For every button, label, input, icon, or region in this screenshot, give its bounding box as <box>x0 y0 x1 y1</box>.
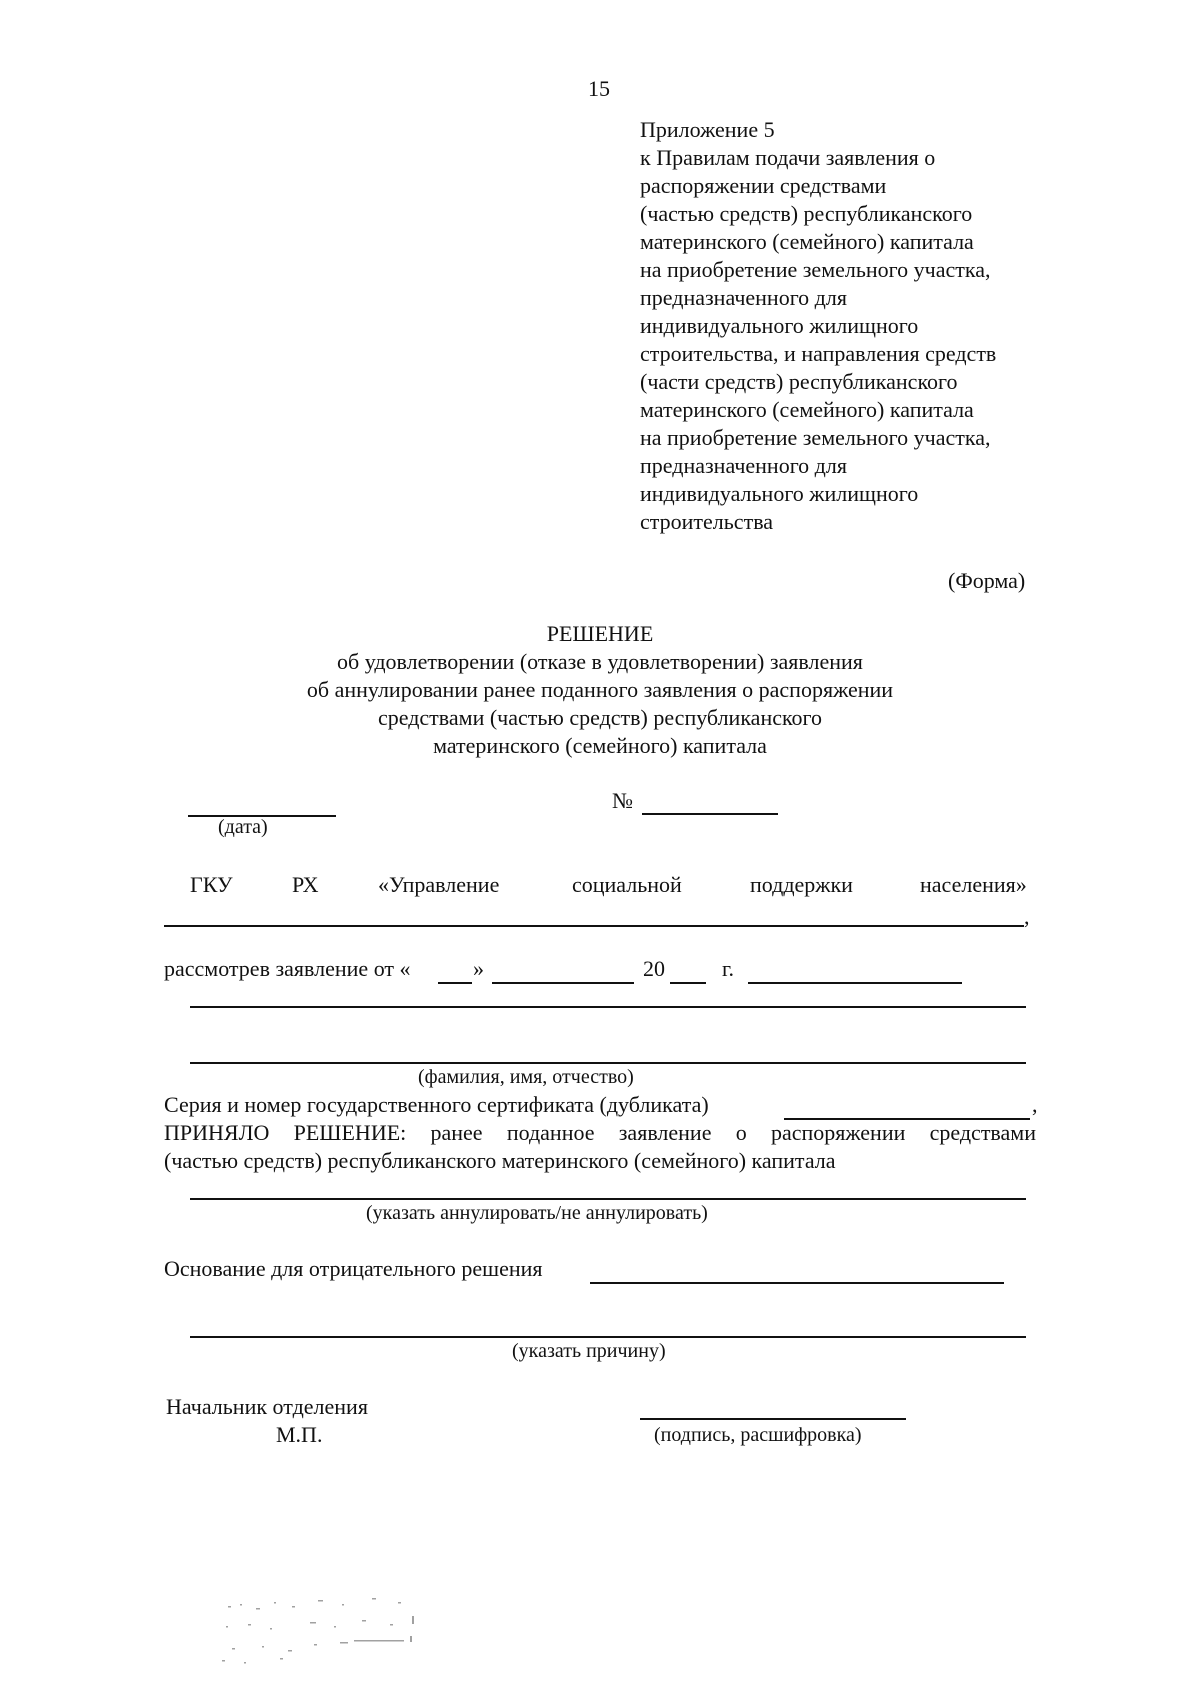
basis-label: Основание для отрицательного решения <box>164 1256 543 1281</box>
title-line: материнского (семейного) капитала <box>433 733 767 758</box>
appendix-line: на приобретение земельного участка, <box>640 257 991 282</box>
page-number: 15 <box>588 76 610 101</box>
reason-caption: (указать причину) <box>512 1340 666 1362</box>
review-year-prefix: 20 <box>643 956 665 981</box>
number-field-line[interactable] <box>642 813 778 815</box>
review-prefix: рассмотрев заявление от « <box>164 956 411 981</box>
appendix-line: материнского (семейного) капитала <box>640 229 974 254</box>
review-year-line[interactable] <box>670 982 706 984</box>
review-day-line[interactable] <box>438 982 472 984</box>
review-month-line[interactable] <box>492 982 634 984</box>
document-title <box>0 620 1200 648</box>
scan-noise-decoration <box>222 1596 432 1666</box>
appendix-line: на приобретение земельного участка, <box>640 425 991 450</box>
appendix-line: строительства <box>640 509 774 534</box>
annul-caption: (указать аннулировать/не аннулировать) <box>366 1202 708 1224</box>
appendix-line: предназначенного для <box>640 453 847 478</box>
title-heading: РЕШЕНИЕ <box>546 621 654 646</box>
signature-caption: (подпись, расшифровка) <box>654 1424 862 1446</box>
decision-line-1: ПРИНЯЛО РЕШЕНИЕ: ранее поданное заявление о распоряжении средствами <box>164 1120 1036 1145</box>
org-word-gku: ГКУ <box>190 872 233 897</box>
fio-line-1[interactable] <box>190 1006 1026 1008</box>
appendix-line: (частью средств) республиканского <box>640 201 973 226</box>
fio-caption: (фамилия, имя, отчество) <box>418 1066 634 1088</box>
appendix-line: предназначенного для <box>640 285 847 310</box>
reason-field-line[interactable] <box>190 1336 1026 1338</box>
form-label: (Форма) <box>948 568 1026 593</box>
certificate-comma: , <box>1032 1092 1038 1117</box>
signature-field-line[interactable] <box>640 1418 906 1420</box>
review-quote-close: » <box>473 956 484 981</box>
appendix-line: строительства, и направления средств <box>640 341 997 366</box>
title-line: об удовлетворении (отказе в удовлетворении) заявления <box>337 649 863 674</box>
decision-line-2: (частью средств) республиканского материнского (семейного) капитала <box>164 1148 836 1173</box>
org-word-rh: РХ <box>292 872 319 897</box>
appendix-line: Приложение 5 <box>640 117 775 142</box>
appendix-line: распоряжении средствами <box>640 173 887 198</box>
org-word-podderzhki: поддержки <box>750 872 853 897</box>
appendix-line: индивидуального жилищного <box>640 481 919 506</box>
date-caption: (дата) <box>218 816 268 838</box>
org-word-socialnoy: социальной <box>572 872 682 897</box>
basis-field-line[interactable] <box>590 1282 1004 1284</box>
title-subtitle <box>0 648 1200 760</box>
org-comma: , <box>1024 904 1030 929</box>
appendix-block <box>640 116 996 536</box>
org-word-naseleniya: населения» <box>920 872 1027 897</box>
review-year-suffix: г. <box>722 956 735 981</box>
org-word-upravlenie: «Управление <box>378 872 500 897</box>
annul-field-line[interactable] <box>190 1198 1026 1200</box>
title-line: средствами (частью средств) республиканского <box>377 705 823 730</box>
org-field-line[interactable] <box>164 925 1024 927</box>
appendix-line: (части средств) республиканского <box>640 369 958 394</box>
stamp-label: М.П. <box>276 1422 323 1447</box>
number-sign: № <box>612 788 633 813</box>
appendix-line: индивидуального жилищного <box>640 313 919 338</box>
fio-line-2[interactable] <box>190 1062 1026 1064</box>
review-applicant-line[interactable] <box>748 982 962 984</box>
appendix-line: материнского (семейного) капитала <box>640 397 974 422</box>
appendix-line: к Правилам подачи заявления о <box>640 145 936 170</box>
certificate-label: Серия и номер государственного сертификата (дубликата) <box>164 1092 709 1117</box>
head-label: Начальник отделения <box>166 1394 368 1419</box>
title-line: об аннулировании ранее поданного заявления о распоряжении <box>306 677 894 702</box>
